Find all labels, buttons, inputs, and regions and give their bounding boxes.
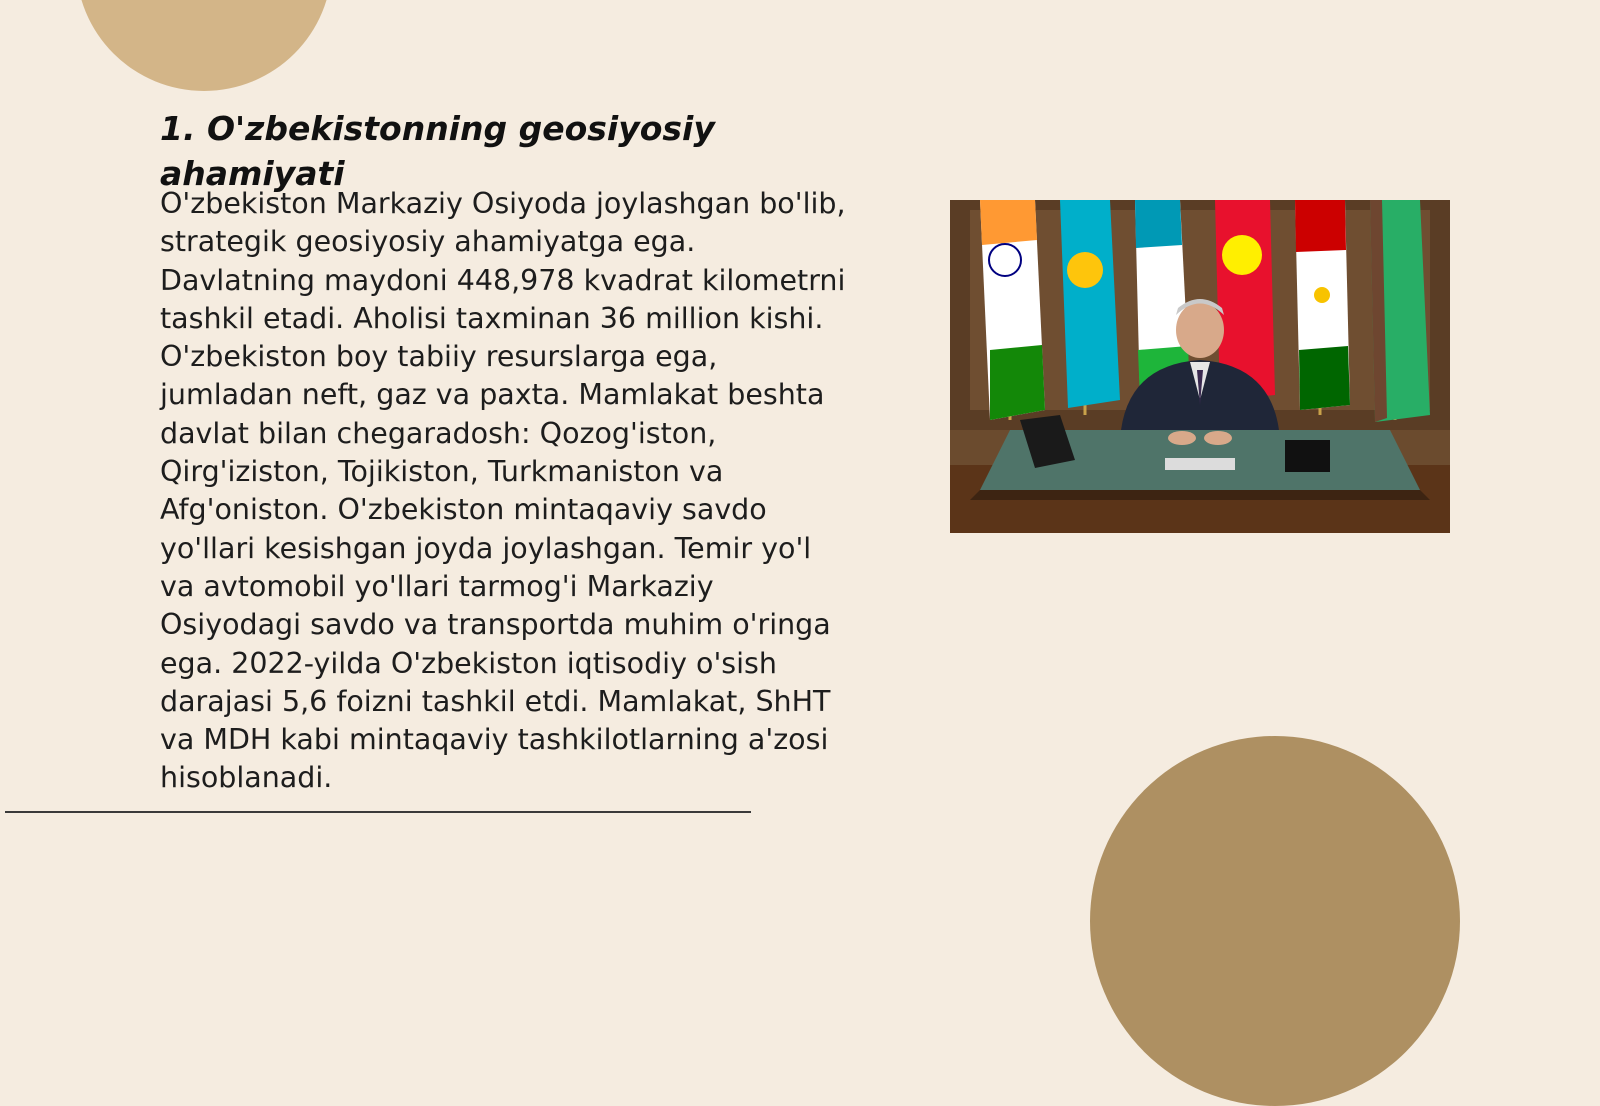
decorative-circle-top bbox=[76, 0, 332, 91]
slide-photo bbox=[950, 200, 1450, 533]
photo-illustration bbox=[950, 200, 1450, 533]
decorative-circle-bottom bbox=[1090, 736, 1460, 1106]
divider-line bbox=[5, 811, 751, 813]
slide-body-text: O'zbekiston Markaziy Osiyoda joylashgan bo'lib, strategik geosiyosiy ahamiyatga ega. Davlatning maydoni 448,978 kvadrat kilometrni tashkil etadi. Aholisi taxminan 36 million kishi. O'zbekiston boy tabiiy resurslarga ega, jumladan neft, gaz va paxta. Mamlakat beshta davlat bilan chegaradosh: Qozog'iston, Qirg'iziston, Tojikiston, Turkmaniston va Afg'oniston. O'zbekiston mintaqaviy savdo yo'llari kesishgan joyda joylashgan. Temir yo'l va avtomobil yo'llari tarmog'i Markaziy Osiyodagi savdo va transportda muhim o'ringa ega. 2022-yilda O'zbekiston iqtisodiy o'sish darajasi 5,6 foizni tashkil etdi. Mamlakat, ShHT va MDH kabi mintaqaviy tashkilotlarning a'zosi hisoblanadi. bbox=[160, 187, 846, 795]
slide-title: 1. O'zbekistonning geosiyosiy ahamiyati bbox=[160, 109, 715, 193]
